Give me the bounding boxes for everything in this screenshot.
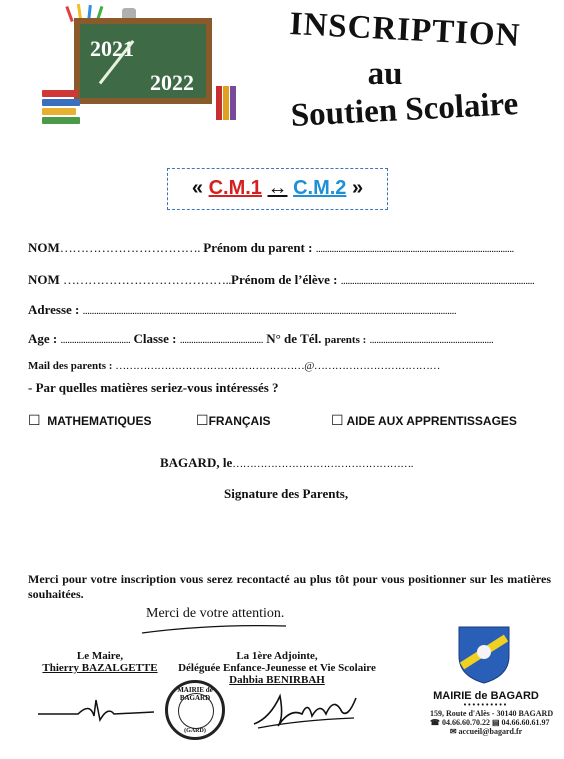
place-date-line (160, 455, 413, 471)
row-child-name (28, 272, 534, 288)
age-label: Age : (28, 331, 58, 346)
subjects-question: - Par quelles matières seriez-vous intéressés ? (28, 380, 279, 395)
prenom-eleve-field[interactable]: ...................................................................................... (340, 275, 535, 287)
option-maths[interactable] (28, 413, 151, 429)
maire-signature (38, 696, 158, 726)
adjointe-name: Dahbia BENIRBAH (229, 674, 325, 686)
chalkboard (74, 18, 212, 104)
maire-name: Thierry BAZALGETTE (42, 662, 158, 674)
tel-field[interactable]: ....................................................... (369, 334, 494, 346)
mairie-name: MAIRIE de BAGARD (433, 690, 539, 702)
title-line-2: au (367, 56, 403, 92)
year-end: 2022 (150, 70, 194, 95)
adresse-field[interactable]: ...................................................................................................................................................................... (82, 305, 457, 317)
age-field[interactable]: ............................... (60, 334, 131, 346)
stamp-bottom-text: (GARD) (184, 728, 206, 734)
nom-label-2: NOM (28, 272, 64, 287)
adresse-label: Adresse : (28, 302, 80, 317)
email-address[interactable]: accueil@bagard.fr (458, 727, 523, 736)
adjointe-title: La 1ère Adjointe, (236, 650, 318, 662)
mairie-contact (430, 690, 554, 736)
option-francais[interactable] (196, 413, 271, 429)
classe-field[interactable]: ..................................... (179, 334, 263, 346)
dots-divider: •••••••••• (463, 702, 509, 709)
email-icon: ✉ (449, 727, 457, 736)
attention-text: Merci de votre attention. (146, 606, 285, 621)
adjointe-role: Déléguée Enfance-Jeunesse et Vie Scolaire (178, 662, 376, 674)
title-line-1: INSCRIPTION (288, 5, 522, 55)
row-address (28, 302, 456, 318)
date-field[interactable]: ……………………………………………. (232, 458, 413, 470)
aide-checkbox[interactable]: ☐ (331, 413, 344, 429)
phone-icon: ☎ (430, 718, 440, 727)
option-aide[interactable] (331, 413, 517, 429)
open-quote: « (191, 177, 204, 199)
nom-parent-field[interactable]: ……………………………. (59, 240, 201, 255)
close-quote: » (351, 177, 364, 199)
classe-label: Classe : (133, 331, 177, 346)
row-email (28, 360, 440, 372)
maire-block (40, 650, 160, 674)
email-line (430, 727, 542, 736)
level-cm2: C.M.2 (293, 177, 347, 199)
tel-suffix: parents : (324, 334, 367, 346)
mairie-address: 159, Route d'Alès - 30140 BAGARD (430, 709, 554, 718)
aide-label: AIDE AUX APPRENTISSAGES (346, 414, 517, 428)
underline-stroke (140, 622, 290, 636)
mail-field[interactable]: ………………………………………………@……………………………… (115, 360, 440, 372)
nom-label: NOM (28, 240, 60, 255)
row-age-class-tel (28, 331, 493, 347)
phone-number: 04.66.60.70.22 (441, 718, 490, 727)
books-stack-icon (42, 88, 82, 124)
phone-fax-line (430, 718, 550, 727)
stamp-top-text: MAIRIE de BAGARD (177, 686, 213, 702)
thanks-text: Merci pour votre inscription vous serez recontacté au plus tôt pour vous positionner sur les matières souhaitées. (28, 572, 551, 601)
books-upright-icon (216, 86, 242, 122)
town-hall-stamp (165, 680, 225, 740)
nom-eleve-field[interactable]: ………………………………….. (63, 272, 232, 287)
fax-icon: ▤ (491, 718, 500, 727)
year-start: 2021 (90, 36, 134, 61)
prenom-eleve-label: Prénom de l’élève : (231, 272, 338, 287)
prenom-parent-field[interactable]: ........................................................................................ (315, 243, 514, 255)
level-box (167, 168, 388, 210)
parents-signature-label: Signature des Parents, (224, 486, 349, 501)
prenom-parent-label: Prénom du parent : (203, 240, 313, 255)
francais-label: FRANÇAIS (208, 414, 271, 428)
stamp-emblem-icon (178, 693, 214, 729)
francais-checkbox[interactable]: ☐ (196, 413, 209, 429)
mail-label: Mail des parents : (28, 360, 113, 372)
school-illustration (38, 4, 248, 124)
level-cm1: C.M.1 (208, 177, 262, 199)
coat-of-arms-icon (458, 626, 510, 684)
maths-checkbox[interactable]: ☐ (28, 413, 41, 429)
place-label: BAGARD, le (160, 455, 233, 470)
tel-label: N° de Tél. (266, 331, 322, 346)
maire-title: Le Maire, (76, 650, 124, 662)
maths-label: MATHEMATIQUES (47, 414, 152, 428)
title-line-3: Soutien Scolaire (289, 86, 520, 134)
adjointe-signature (250, 688, 360, 732)
fax-number: 04.66.60.61.97 (501, 718, 550, 727)
double-arrow-icon: ↔ (267, 177, 288, 199)
row-parent-name (28, 240, 514, 256)
